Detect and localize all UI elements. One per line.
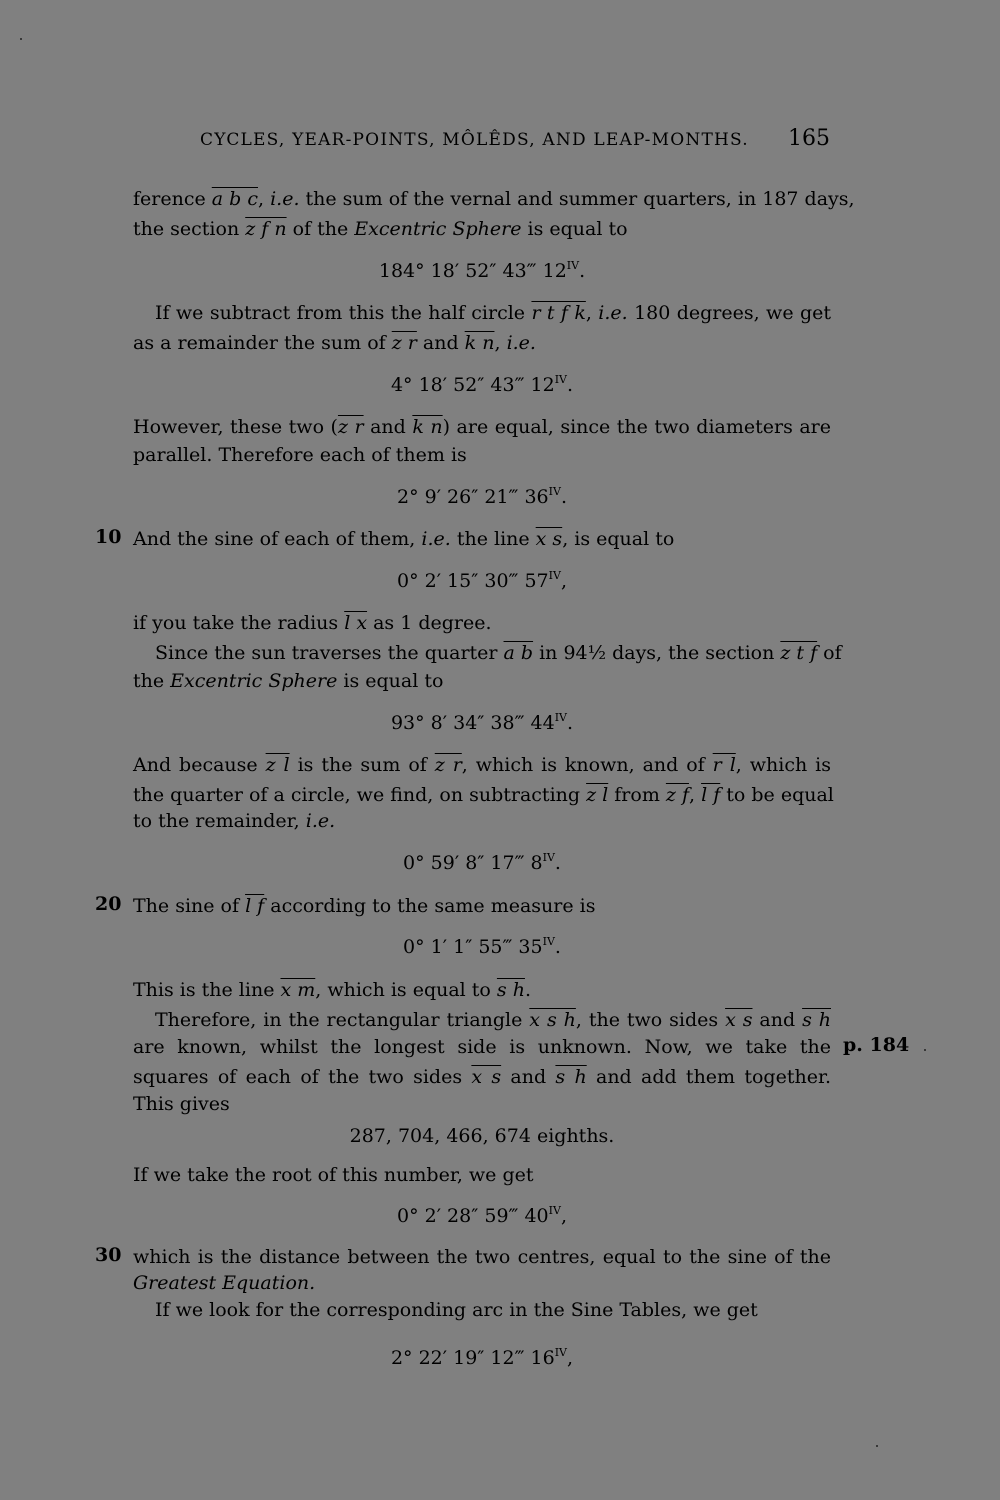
text-line: which is the distance between the two centres, equal to the sine of the [133, 1246, 831, 1268]
page-number: 165 [788, 126, 830, 151]
running-title: CYCLES, YEAR-POINTS, MÔLÊDS, AND LEAP-MONTHS. [200, 130, 749, 150]
value-line: 0° 1′ 1″ 55‴ $35^{IV}$. [403, 935, 561, 958]
text-line: parallel. Therefore each of them is [133, 444, 467, 466]
value-line: 0° 2′ 28″ 59‴ $40^{IV}$, [396, 1204, 567, 1227]
scan-speck [876, 1445, 878, 1447]
value-line: 184° 18′ 52″ 43‴ $12^{IV}$. [378, 259, 586, 282]
line-number-30: 30 [95, 1244, 122, 1266]
line-number-10: 10 [95, 526, 122, 548]
text-line: the Excentric Sphere is equal to [133, 670, 444, 692]
text-line: And the sine of each of them, i.e. the line x s, is equal to [133, 528, 675, 550]
text-line: And because z l is the sum of z r, which is known, and of r l, which is [133, 754, 831, 776]
line-number-20: 20 [95, 893, 122, 915]
text-line: If we take the root of this number, we get [133, 1164, 534, 1186]
text-line: If we look for the corresponding arc in the Sine Tables, we get [155, 1299, 758, 1321]
text-line: However, these two (z r and k n) are equal, since the two diameters are [133, 416, 832, 438]
text-line: the quarter of a circle, we find, on subtracting z l from z f, l f to be equal [133, 784, 834, 806]
value-line: 287, 704, 466, 674 eighths. [349, 1125, 615, 1147]
text-line: The sine of l f according to the same measure is [133, 895, 596, 917]
text-line: to the remainder, i.e. [133, 810, 336, 832]
value-line: 0° 59′ 8″ 17‴ $8^{IV}$. [403, 851, 561, 874]
text-line: Therefore, in the rectangular triangle x s h, the two sides x s and s h [155, 1009, 831, 1031]
scan-speck [924, 1049, 926, 1051]
text-line: as a remainder the sum of z r and k n, i.e. [133, 332, 536, 354]
text-line: Since the sun traverses the quarter a b in 94½ days, the section z t f of [155, 642, 842, 664]
text-line: squares of each of the two sides x s and s h and add them together. [133, 1066, 831, 1088]
value-line: 0° 2′ 15″ 30‴ $57^{IV}$, [396, 569, 567, 592]
value-line: 4° 18′ 52″ 43‴ $12^{IV}$. [390, 373, 574, 396]
running-header [200, 126, 830, 151]
text-line: ference a b c, i.e. the sum of the vernal and summer quarters, in 187 days, [133, 188, 855, 210]
text-line: This gives [133, 1093, 230, 1115]
scan-speck [20, 38, 22, 40]
text-line: are known, whilst the longest side is unknown. Now, we take the [133, 1036, 831, 1058]
margin-page-ref: p. 184 [843, 1034, 910, 1056]
value-line: 2° 22′ 19″ 12‴ $16^{IV}$, [390, 1346, 574, 1369]
text-line: This is the line x m, which is equal to s h. [133, 979, 531, 1001]
text-line: if you take the radius l x as 1 degree. [133, 612, 492, 634]
text-line: Greatest Equation. [133, 1272, 316, 1294]
value-line: 93° 8′ 34″ 38‴ $44^{IV}$. [390, 711, 574, 734]
text-line: the section z f n of the Excentric Sphere is equal to [133, 218, 628, 240]
value-line: 2° 9′ 26″ 21‴ $36^{IV}$. [396, 485, 567, 508]
text-line: If we subtract from this the half circle r t f k, i.e. 180 degrees, we get [155, 302, 831, 324]
